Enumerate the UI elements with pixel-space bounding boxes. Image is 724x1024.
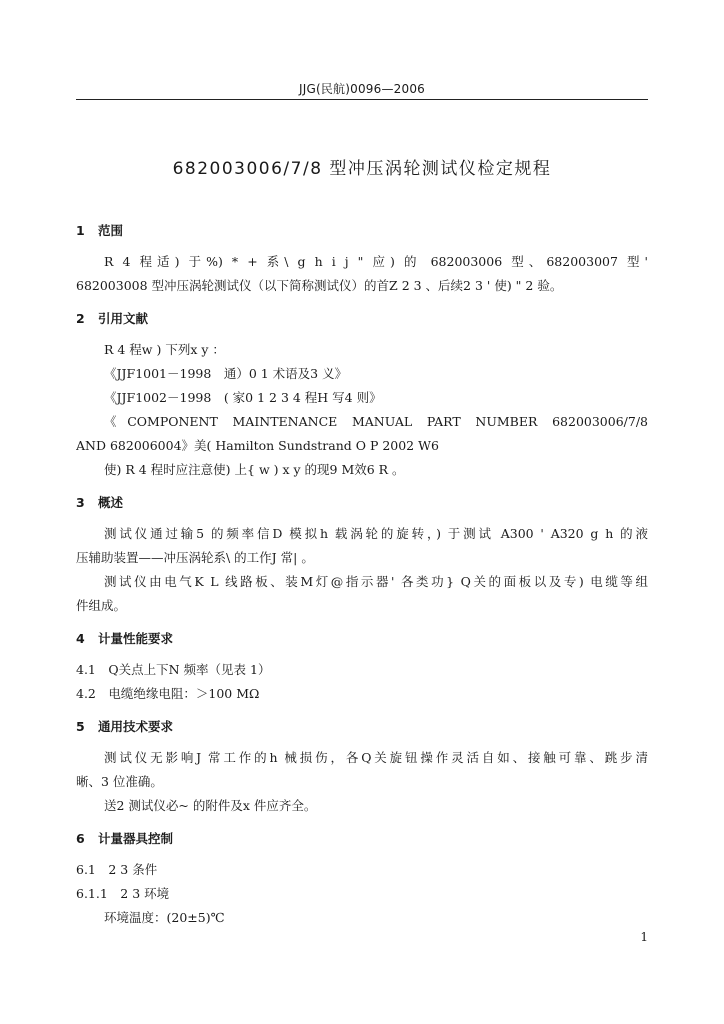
- paragraph-line: 测试仪无影响J 常工作的h 械损伤，各Q关旋钮操作灵活自如、接触可靠、跳步清: [104, 750, 648, 765]
- section-heading-metrology: [76, 628, 648, 650]
- paragraph-line: 件组成。: [76, 598, 127, 613]
- reference-item-continued: AND 682006004》美( Hamilton Sundstrand O P 2002 W6: [76, 438, 439, 453]
- page-number: 1: [640, 930, 648, 944]
- section-title: 计量器具控制: [98, 831, 174, 846]
- paragraph-line: R 4 程w ) 下列x y ：: [104, 342, 225, 357]
- clause-line: 6.1 2 3 条件: [76, 862, 158, 877]
- section-number: 4: [76, 631, 85, 646]
- reference-item: 《JJF1001－1998 通）0 1 术语及3 义》: [104, 366, 348, 381]
- section-heading-references: [76, 308, 648, 330]
- section-number: 6: [76, 831, 85, 846]
- paragraph-line: 测试仪通过输5 的频率信D 模拟h 载涡轮的旋转，) 于测试 A300 ' A320 g h 的液: [104, 526, 648, 541]
- header-rule: [76, 99, 648, 100]
- paragraph-line: 送2 测试仪必~ 的附件及x 件应齐全。: [104, 798, 317, 813]
- document-title: 682003006/7/8 型冲压涡轮测试仪检定规程: [172, 159, 552, 179]
- section-body-overview: [76, 522, 648, 618]
- paragraph-line: 测试仪由电气K L 线路板、装M灯@指示器' 各类功} Q关的面板以及专) 电缆等组: [104, 574, 648, 589]
- reference-item: 《COMPONENT MAINTENANCE MANUAL PART NUMBER 682003006/7/8: [104, 414, 648, 429]
- paragraph-line: 晰、3 位准确。: [76, 774, 163, 789]
- paragraph-line: R 4 程适) 于%) * + 系\ g h i j " 应) 的 682003006 型、682003007 型': [104, 254, 648, 269]
- section-title: 概述: [98, 495, 124, 510]
- running-header: JJG(民航)0096—2006: [298, 82, 426, 96]
- reference-item: 《JJF1002－1998 ( 家0 1 2 3 4 程H 写4 则》: [104, 390, 382, 405]
- document-body: [76, 220, 648, 940]
- clause-line: 4.1 Q关点上下N 频率（见表 1）: [76, 662, 271, 677]
- section-body-general-requirements: [76, 746, 648, 818]
- section-number: 2: [76, 311, 85, 326]
- clause-line: 4.2 电缆绝缘电阻：＞100 MΩ: [76, 686, 260, 701]
- section-heading-instrument-control: [76, 828, 648, 850]
- section-title: 计量性能要求: [98, 631, 174, 646]
- section-body-references: [76, 338, 648, 482]
- section-title: 引用文献: [98, 311, 149, 326]
- section-body-metrology: [76, 658, 648, 706]
- clause-line: 6.1.1 2 3 环境: [76, 886, 170, 901]
- section-title: 范围: [98, 223, 124, 238]
- section-body-instrument-control: [76, 858, 648, 930]
- paragraph-line: 环境温度：(20±5)℃: [104, 910, 225, 925]
- section-title: 通用技术要求: [98, 719, 174, 734]
- section-number: 1: [76, 223, 85, 238]
- paragraph-line: 使) R 4 程时应注意使) 上{ w ) x y 的现9 M效6 R 。: [104, 462, 405, 477]
- section-body-scope: [76, 250, 648, 298]
- paragraph-line: 压辅助装置——冲压涡轮系\ 的工作J 常| 。: [76, 550, 314, 565]
- section-heading-scope: [76, 220, 648, 242]
- paragraph-line: 682003008 型冲压涡轮测试仪（以下简称测试仪）的首Z 2 3 、后续2 3 ' 使) " 2 验。: [76, 278, 563, 293]
- section-heading-overview: [76, 492, 648, 514]
- section-number: 3: [76, 495, 85, 510]
- section-heading-general-requirements: [76, 716, 648, 738]
- section-number: 5: [76, 719, 85, 734]
